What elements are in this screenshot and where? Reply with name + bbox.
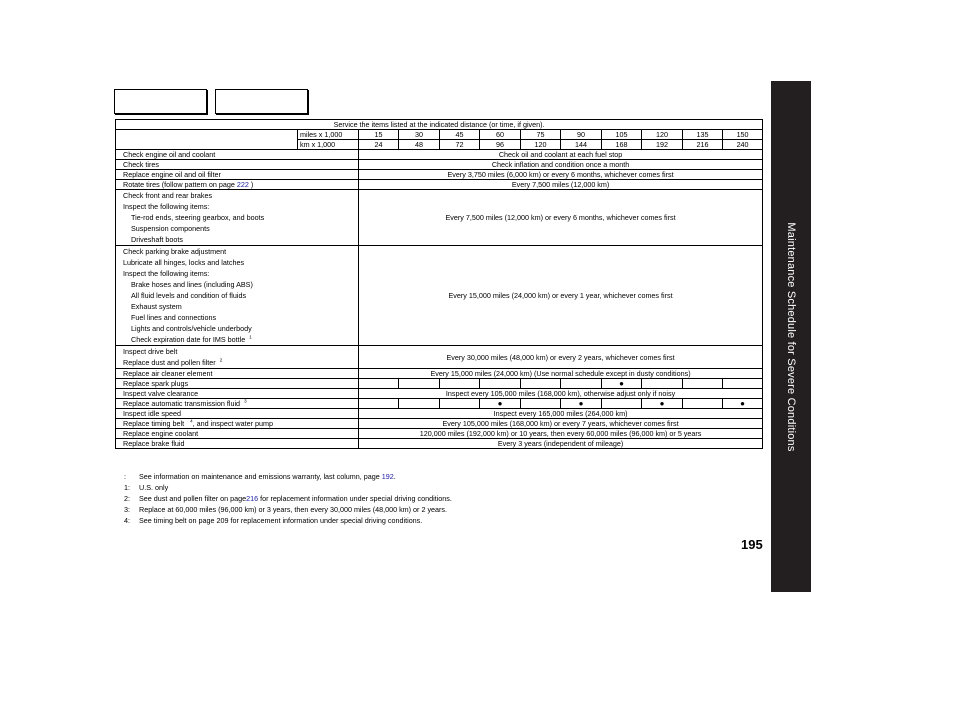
interval-cell-120	[642, 379, 683, 389]
km-72: 72	[440, 140, 480, 150]
footnote-text: for replacement information under special driving conditions.	[258, 494, 452, 503]
chapter-title: Maintenance Schedule for Severe Conditions	[785, 221, 797, 452]
task-cell: Replace brake fluid	[116, 439, 359, 449]
interval-cell-60	[480, 379, 521, 389]
table-row	[116, 439, 763, 449]
task-cell	[116, 346, 359, 369]
miles-60: 60	[480, 130, 521, 140]
table-row	[116, 150, 763, 160]
action-cell: Every 15,000 miles (24,000 km) or every 1 year, whichever comes first	[359, 246, 763, 346]
task-line: Lights and controls/vehicle underbody	[131, 324, 252, 333]
footnote-text: See dust and pollen filter on page	[139, 494, 247, 503]
action-cell: Every 3,750 miles (6,000 km) or every 6 months, whichever comes first	[359, 170, 763, 180]
task-cell: Replace engine oil and oil filter	[116, 170, 359, 180]
task-line	[123, 357, 356, 368]
miles-75: 75	[521, 130, 561, 140]
km-144: 144	[561, 140, 602, 150]
task-line: Driveshaft boots	[131, 235, 183, 244]
table-row	[116, 419, 763, 429]
km-24: 24	[359, 140, 399, 150]
footnote-key: 4:	[124, 516, 130, 525]
miles-45: 45	[440, 130, 480, 140]
footnote-warranty	[124, 471, 452, 482]
interval-cell-15	[359, 399, 399, 409]
km-48: 48	[399, 140, 440, 150]
task-text: Check expiration date for IMS bottle	[131, 335, 246, 344]
action-cell: 120,000 miles (192,000 km) or 10 years, then every 60,000 miles (96,000 km) or 5 years	[359, 429, 763, 439]
header-blank-cell	[116, 130, 298, 150]
section-tab-box-1	[114, 89, 207, 114]
task-cell	[116, 399, 359, 409]
table-row	[116, 399, 763, 409]
table-row-group-3	[116, 346, 763, 369]
action-cell: Every 7,500 miles (12,000 km)	[359, 180, 763, 190]
footnote-text: .	[393, 472, 396, 481]
task-text: , and inspect water pump	[192, 419, 273, 428]
interval-cell-60: ●	[480, 399, 521, 409]
interval-cell-90	[561, 379, 602, 389]
interval-cell-75	[521, 379, 561, 389]
task-cell	[116, 419, 359, 429]
interval-cell-75	[521, 399, 561, 409]
footnote-key: 3:	[124, 505, 130, 514]
footnote-marker: 1	[249, 334, 252, 340]
interval-cell-135	[683, 379, 723, 389]
task-line: Tie-rod ends, steering gearbox, and boots	[131, 213, 265, 222]
miles-90: 90	[561, 130, 602, 140]
page-link-222[interactable]: 222	[236, 180, 249, 189]
km-label: km x 1,000	[298, 140, 359, 150]
task-line: Fuel lines and connections	[131, 313, 217, 322]
footnote-key: :	[124, 472, 126, 481]
task-cell	[116, 180, 359, 190]
interval-cell-135	[683, 399, 723, 409]
table-row	[116, 170, 763, 180]
table-row	[116, 429, 763, 439]
action-cell: Every 7,500 miles (12,000 km) or every 6 months, whichever comes first	[359, 190, 763, 246]
interval-cell-30	[399, 399, 440, 409]
miles-105: 105	[602, 130, 642, 140]
km-192: 192	[642, 140, 683, 150]
task-line: Check parking brake adjustment	[123, 247, 227, 256]
table-caption-row	[116, 120, 763, 130]
km-216: 216	[683, 140, 723, 150]
task-line: Inspect the following items:	[123, 269, 210, 278]
footnote-text: Replace at 60,000 miles (96,000 km) or 3 years, then every 30,000 miles (48,000 km) or 2 years.	[139, 505, 448, 514]
action-cell: Every 15,000 miles (24,000 km) (Use normal schedule except in dusty conditions)	[359, 369, 763, 379]
table-row	[116, 379, 763, 389]
footnote-marker: 2	[219, 357, 223, 363]
miles-15: 15	[359, 130, 399, 140]
task-cell: Inspect valve clearance	[116, 389, 359, 399]
task-cell: Check tires	[116, 160, 359, 170]
footnote-4	[124, 515, 452, 526]
table-row-group-1	[116, 190, 763, 246]
footnote-1	[124, 482, 452, 493]
task-cell	[116, 246, 359, 346]
task-cell: Replace spark plugs	[116, 379, 359, 389]
footnote-2	[124, 493, 452, 504]
page-link-192[interactable]: 192	[381, 472, 394, 481]
interval-cell-45	[440, 379, 480, 389]
task-cell: Inspect idle speed	[116, 409, 359, 419]
miles-120: 120	[642, 130, 683, 140]
action-cell: Every 3 years (independent of mileage)	[359, 439, 763, 449]
table-row	[116, 160, 763, 170]
action-cell: Check inflation and condition once a month	[359, 160, 763, 170]
task-line: Suspension components	[131, 224, 210, 233]
table-caption: Service the items listed at the indicated distance (or time, if given).	[116, 120, 763, 130]
footnote-text: U.S. only	[139, 483, 169, 492]
km-96: 96	[480, 140, 521, 150]
footnote-text: See information on maintenance and emissions warranty, last column, page	[139, 472, 382, 481]
miles-header-row	[116, 130, 763, 140]
task-line: Inspect drive belt	[123, 347, 178, 356]
task-cell	[116, 190, 359, 246]
footnote-marker: 4	[190, 418, 193, 424]
task-cell: Replace engine coolant	[116, 429, 359, 439]
km-120: 120	[521, 140, 561, 150]
miles-150: 150	[723, 130, 763, 140]
interval-cell-120: ●	[642, 399, 683, 409]
footnote-text: See timing belt on page 209 for replacement information under special driving conditions.	[139, 516, 423, 525]
task-text: )	[248, 180, 254, 189]
miles-label: miles x 1,000	[298, 130, 359, 140]
page-link-216[interactable]: 216	[246, 494, 259, 503]
task-cell: Check engine oil and coolant	[116, 150, 359, 160]
action-cell: Every 30,000 miles (48,000 km) or every 2 years, whichever comes first	[359, 346, 763, 369]
interval-cell-45	[440, 399, 480, 409]
interval-cell-150	[723, 379, 763, 389]
miles-135: 135	[683, 130, 723, 140]
interval-cell-15	[359, 379, 399, 389]
task-text: Replace automatic transmission fluid	[123, 399, 241, 408]
interval-cell-150: ●	[723, 399, 763, 409]
footnotes	[124, 471, 452, 526]
footnote-key: 2:	[124, 494, 130, 503]
chapter-sidebar	[771, 81, 811, 592]
task-text: Replace timing belt	[123, 419, 185, 428]
km-168: 168	[602, 140, 642, 150]
action-cell: Every 105,000 miles (168,000 km) or every 7 years, whichever comes first	[359, 419, 763, 429]
table-row	[116, 369, 763, 379]
task-line: Inspect the following items:	[123, 202, 210, 211]
footnote-3	[124, 504, 452, 515]
interval-cell-105	[602, 399, 642, 409]
miles-30: 30	[399, 130, 440, 140]
interval-cell-30	[399, 379, 440, 389]
task-cell: Replace air cleaner element	[116, 369, 359, 379]
task-line: Lubricate all hinges, locks and latches	[123, 258, 245, 267]
maintenance-schedule-table	[115, 119, 763, 449]
task-line	[123, 334, 356, 345]
footnote-marker: 3	[244, 398, 247, 404]
table-row-group-2	[116, 246, 763, 346]
section-tab-box-2	[215, 89, 308, 114]
table-row	[116, 180, 763, 190]
footnote-key: 1:	[124, 483, 130, 492]
page-number: 195	[741, 537, 763, 552]
km-240: 240	[723, 140, 763, 150]
action-cell: Inspect every 165,000 miles (264,000 km)	[359, 409, 763, 419]
action-cell: Inspect every 105,000 miles (168,000 km), otherwise adjust only if noisy	[359, 389, 763, 399]
interval-cell-90: ●	[561, 399, 602, 409]
task-line: Exhaust system	[131, 302, 182, 311]
table-row	[116, 409, 763, 419]
task-text: Rotate tires (follow pattern on page	[123, 180, 237, 189]
task-line: Check front and rear brakes	[123, 191, 213, 200]
task-text: Replace dust and pollen filter	[123, 358, 216, 367]
interval-cell-105: ●	[602, 379, 642, 389]
task-line: All fluid levels and condition of fluids	[131, 291, 247, 300]
table-row	[116, 389, 763, 399]
task-line: Brake hoses and lines (including ABS)	[131, 280, 253, 289]
action-cell: Check oil and coolant at each fuel stop	[359, 150, 763, 160]
